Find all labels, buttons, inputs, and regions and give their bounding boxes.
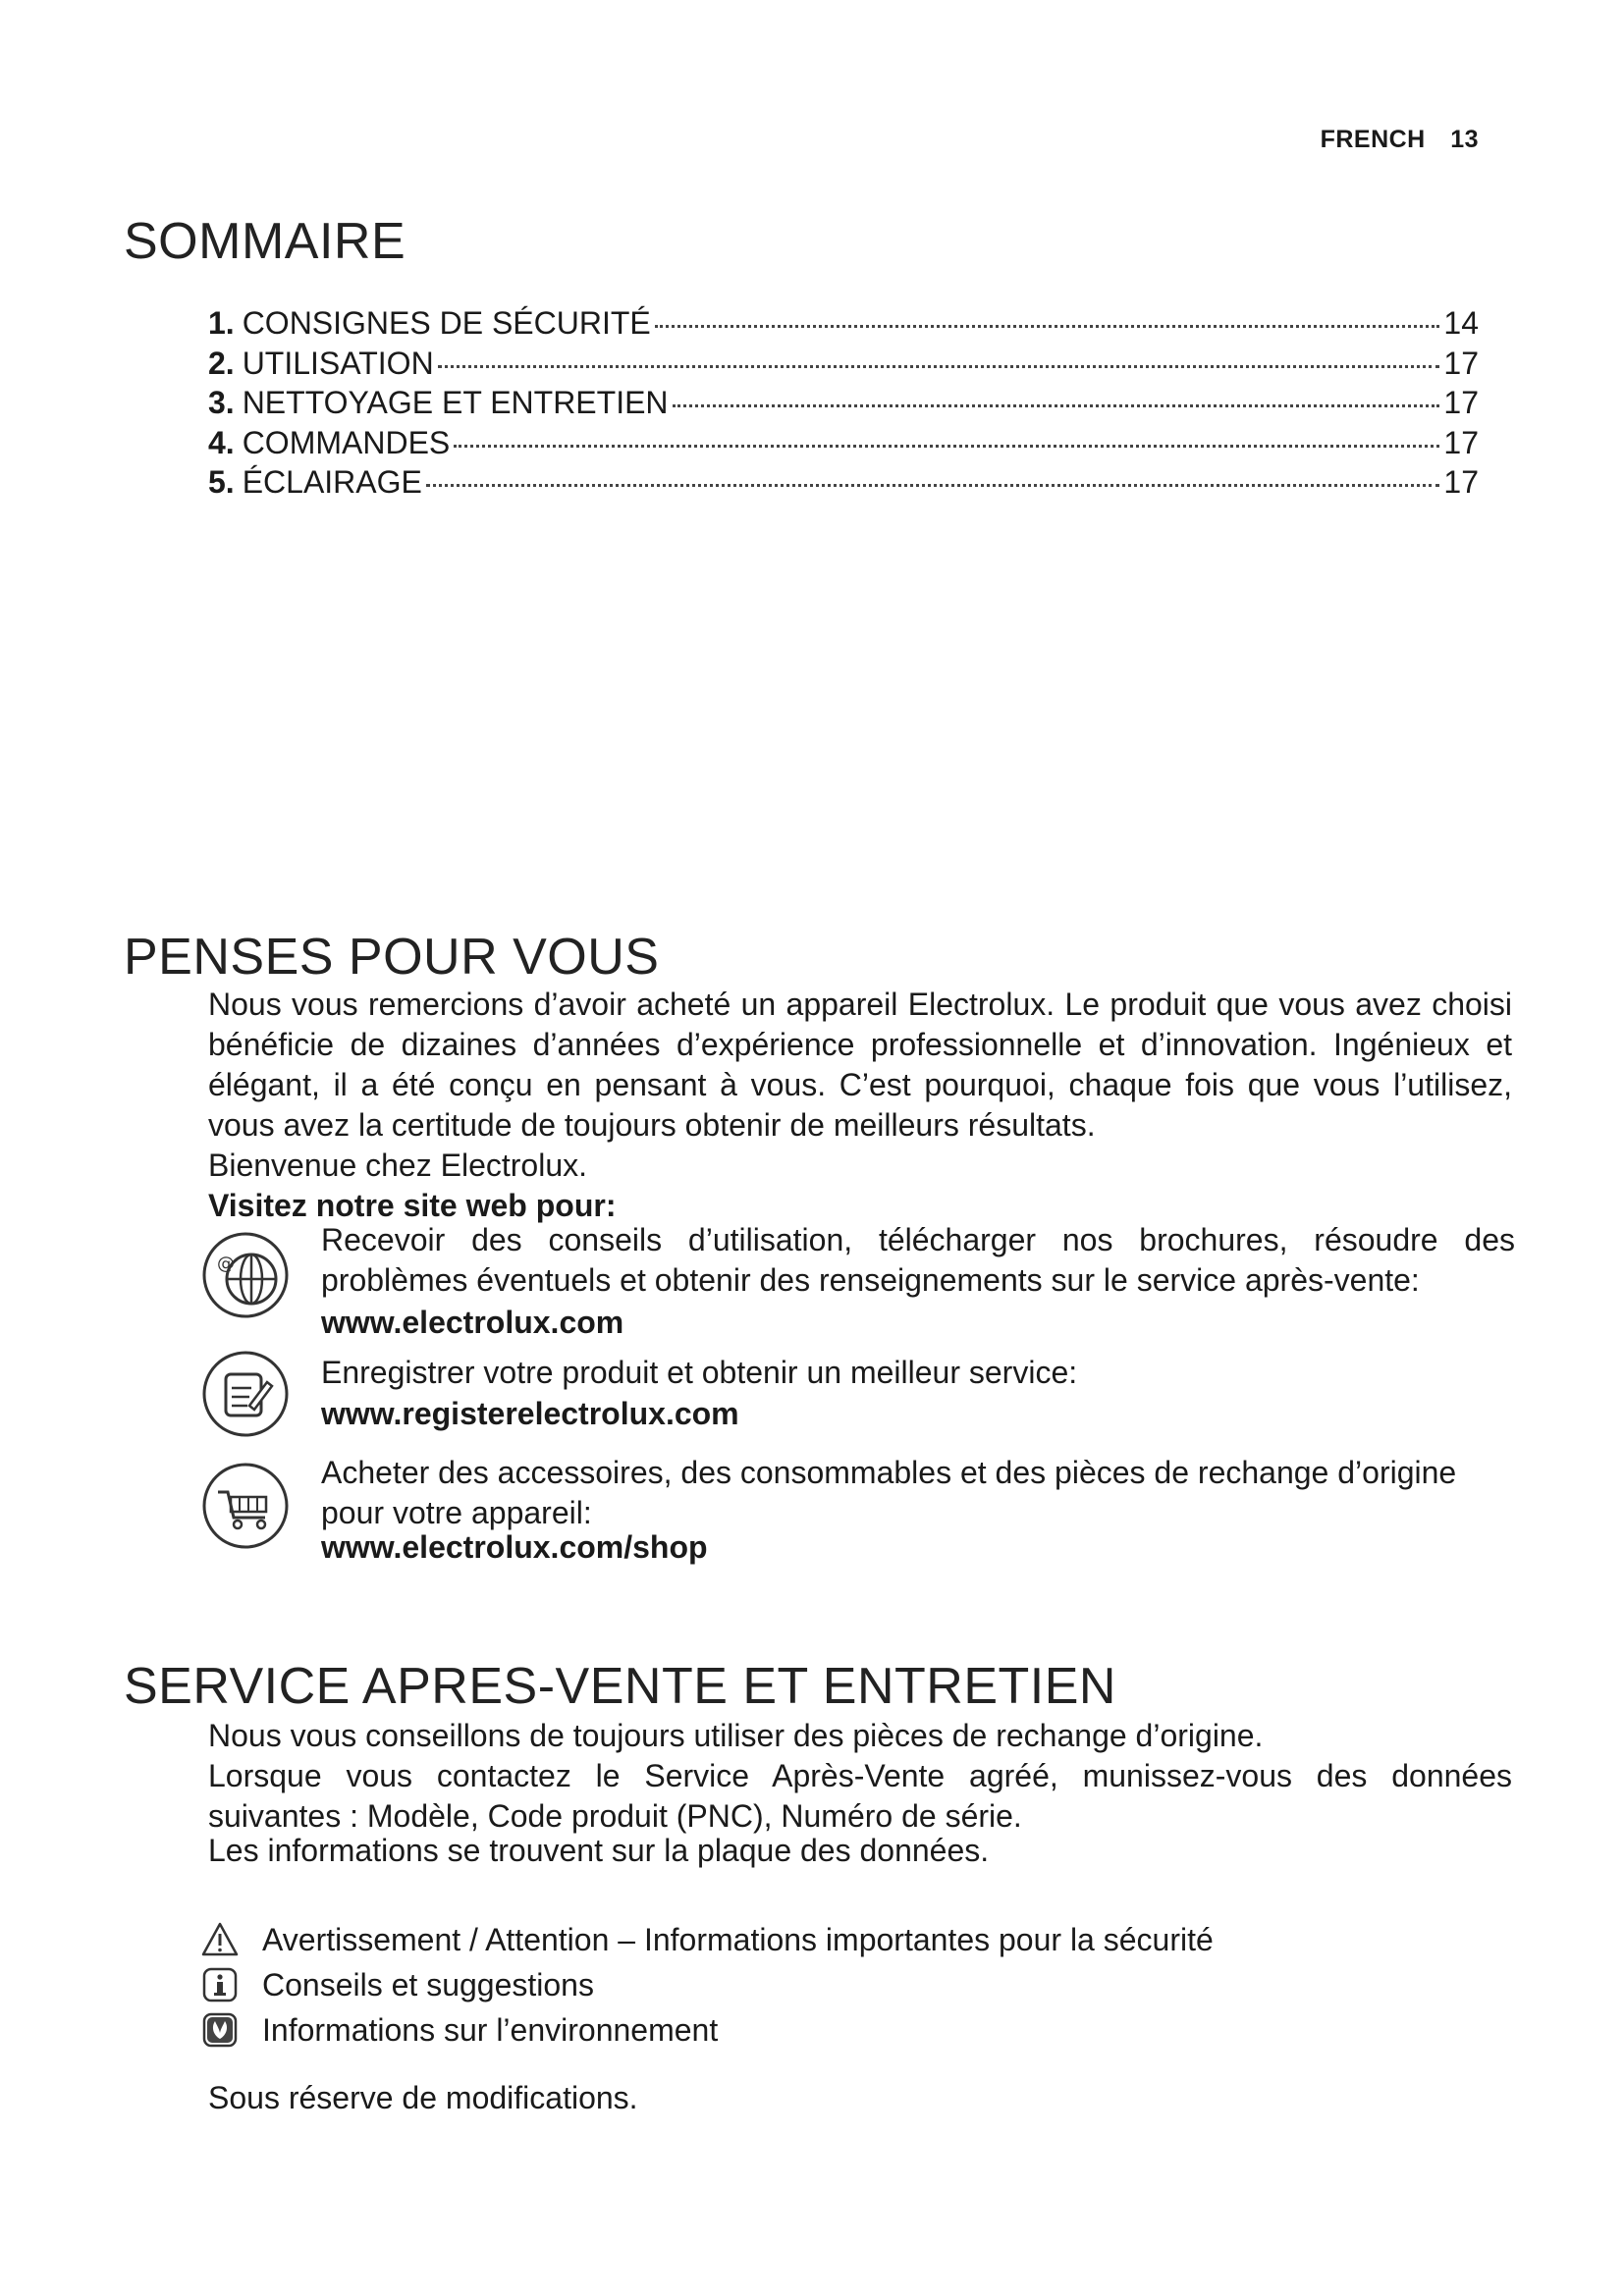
toc-item[interactable] [208, 462, 1479, 503]
link-shop[interactable]: www.electrolux.com/shop [321, 1529, 708, 1565]
info-icon [201, 1966, 239, 2003]
toc-item-number: 4. [208, 424, 235, 460]
legend-item [201, 1917, 1214, 1962]
service-paragraph-1: Nous vous conseillons de toujours utiliser des pièces de rechange d’origine. [208, 1718, 1264, 1753]
penses-title: PENSES POUR VOUS [124, 929, 660, 986]
link-electrolux[interactable]: www.electrolux.com [321, 1305, 624, 1340]
legend-environment-text: Informations sur l’environnement [262, 2011, 719, 2048]
toc-item[interactable] [208, 303, 1479, 344]
toc-leader-dots [426, 484, 1440, 487]
toc-leader-dots [454, 445, 1439, 448]
svg-text:@: @ [217, 1254, 235, 1274]
web-globe-icon [200, 1230, 291, 1320]
toc-item[interactable] [208, 383, 1479, 423]
footer-note: Sous réserve de modifications. [208, 2080, 638, 2115]
legend-item [201, 1962, 1214, 2007]
web-item-text: Acheter des accessoires, des consommables et des pièces de rechange d’origine pour votre appareil: [321, 1455, 1457, 1530]
toc-leader-dots [438, 365, 1440, 368]
service-paragraph-2: Lorsque vous contactez le Service Après-Vente agréé, munissez-vous des données suivantes : Modèle, Code produit (PNC), Numéro de série. [208, 1758, 1512, 1834]
toc-item-page: 14 [1443, 305, 1479, 341]
link-register[interactable]: www.registerelectrolux.com [321, 1396, 739, 1431]
penses-welcome: Bienvenue chez Electrolux. [208, 1148, 587, 1183]
toc-item-number: 5. [208, 464, 235, 500]
service-title: SERVICE APRES-VENTE ET ENTRETIEN [124, 1658, 1116, 1715]
environment-icon [201, 2011, 239, 2049]
toc-item-page: 17 [1443, 345, 1479, 381]
shopping-cart-icon [200, 1461, 291, 1551]
service-paragraph-3: Les informations se trouvent sur la plaque des données. [208, 1833, 990, 1868]
toc-leader-dots [655, 325, 1440, 328]
web-item-text: Recevoir des conseils d’utilisation, télécharger nos brochures, résoudre des problèmes éventuels et obtenir des renseignements sur le service après-vente: [321, 1222, 1515, 1298]
legend-item [201, 2007, 1214, 2053]
toc-item[interactable] [208, 423, 1479, 463]
toc-item-label: CONSIGNES DE SÉCURITÉ [242, 305, 651, 341]
legend-info-text: Conseils et suggestions [262, 1966, 594, 2002]
toc-item-label: NETTOYAGE ET ENTRETIEN [242, 385, 669, 420]
toc-leader-dots [673, 404, 1440, 407]
toc-item-number: 1. [208, 305, 235, 341]
toc-item-number: 2. [208, 345, 235, 381]
page-header [1321, 126, 1479, 154]
header-language: FRENCH [1320, 126, 1426, 153]
header-page-number: 13 [1450, 126, 1479, 153]
penses-intro: Nous vous remercions d’avoir acheté un appareil Electrolux. Le produit que vous avez choisi bénéficie de dizaines d’années d’expérience professionnelle et d’innovation. Ingénieux et élégant, il a été conçu en pensant à vous. C’est pourquoi, chaque fois que vous l’utilisez, vous avez la certitude de toujours obtenir de meilleurs résultats. [208, 987, 1512, 1143]
toc-item-page: 17 [1443, 464, 1479, 500]
toc-item-page: 17 [1443, 424, 1479, 460]
warning-icon [201, 1921, 239, 1958]
table-of-contents [208, 303, 1479, 503]
toc-item-page: 17 [1443, 385, 1479, 420]
toc-item-label: UTILISATION [242, 345, 434, 381]
toc-item-label: ÉCLAIRAGE [242, 464, 422, 500]
legend-warning-text: Avertissement / Attention – Informations importantes pour la sécurité [262, 1921, 1214, 1957]
toc-item-label: COMMANDES [242, 424, 451, 460]
visit-label: Visitez notre site web pour: [208, 1188, 617, 1223]
toc-item[interactable] [208, 344, 1479, 384]
register-form-icon [200, 1349, 291, 1439]
toc-item-number: 3. [208, 385, 235, 420]
symbol-legend [201, 1917, 1214, 2053]
web-item-text: Enregistrer votre produit et obtenir un meilleur service: [321, 1355, 1078, 1390]
sommaire-title: SOMMAIRE [124, 213, 406, 270]
